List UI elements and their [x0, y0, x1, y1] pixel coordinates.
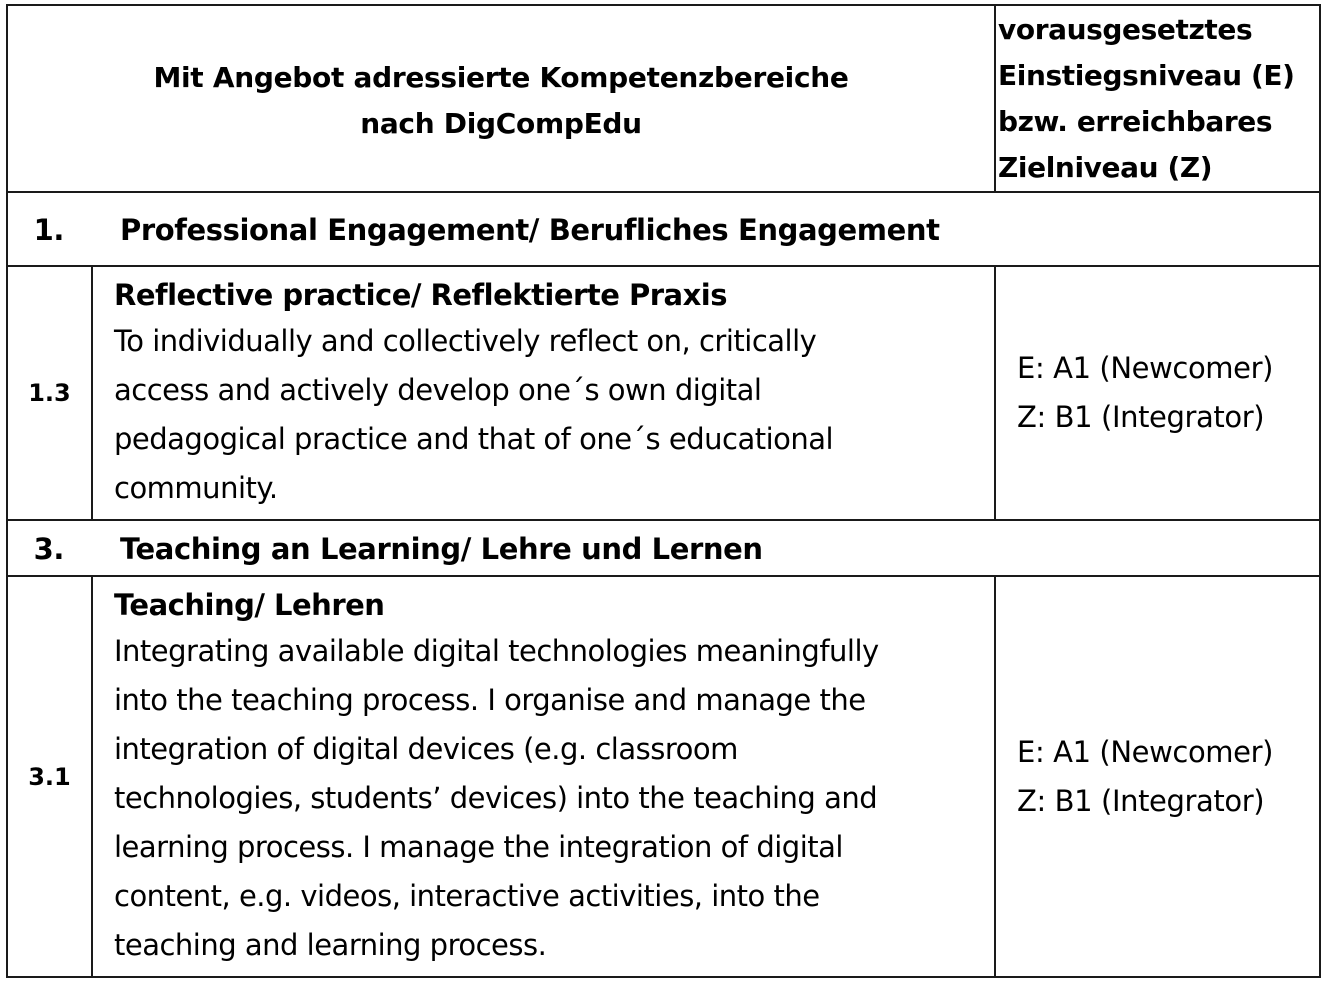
section-title: Professional Engagement/ Berufliches Engagement [120, 213, 940, 247]
competence-levels [995, 576, 1320, 977]
section-heading [7, 192, 1320, 266]
section-number: 1. [33, 213, 64, 247]
description-line: technologies, students’ devices) into the teaching and [114, 781, 878, 815]
description-line: access and actively develop one´s own digital [114, 373, 762, 407]
target-level: Z: B1 (Integrator) [1017, 400, 1265, 434]
competence-description [92, 266, 995, 520]
section-number: 3. [33, 532, 64, 566]
section-row [7, 192, 1320, 266]
competence-row [7, 576, 1320, 977]
description-line: into the teaching process. I organise and manage the [114, 683, 866, 717]
section-row [7, 520, 1320, 576]
header-level [995, 5, 1320, 192]
description-line: learning process. I manage the integration of digital [114, 830, 843, 864]
entry-level: E: A1 (Newcomer) [1017, 734, 1274, 769]
description-line: pedagogical practice and that of one´s educational [114, 422, 834, 456]
header-level-line-4: Zielniveau (Z) [998, 150, 1213, 184]
description-line: content, e.g. videos, interactive activities, into the [114, 879, 820, 913]
section-title: Teaching an Learning/ Lehre und Lernen [120, 532, 763, 566]
competence-description [92, 576, 995, 977]
header-title-line-1: Mit Angebot adressierte Kompetenzbereiche [153, 60, 849, 94]
header-title-line-2: nach DigCompEdu [360, 106, 642, 140]
competence-code: 3.1 [7, 576, 92, 977]
target-level: Z: B1 (Integrator) [1017, 783, 1265, 818]
header-level-line-2: Einstiegsniveau (E) [998, 58, 1295, 92]
header-level-line-1: vorausgesetztes [998, 12, 1253, 46]
entry-level: E: A1 (Newcomer) [1017, 351, 1274, 385]
competence-row [7, 266, 1320, 520]
competence-levels [995, 266, 1320, 520]
description-line: teaching and learning process. [114, 928, 547, 962]
competence-title: Reflective practice/ Reflektierte Praxis [114, 278, 728, 312]
header-level-line-3: bzw. erreichbares [998, 104, 1273, 138]
description-line: community. [114, 471, 278, 505]
description-line: integration of digital devices (e.g. classroom [114, 732, 738, 766]
competence-code: 1.3 [7, 266, 92, 520]
section-heading [7, 520, 1320, 576]
description-line: Integrating available digital technologies meaningfully [114, 634, 879, 668]
competence-table [6, 4, 1321, 978]
description-line: To individually and collectively reflect on, critically [114, 324, 817, 358]
header-competence-areas [7, 5, 995, 192]
competence-title: Teaching/ Lehren [114, 588, 385, 622]
header-row [7, 5, 1320, 192]
